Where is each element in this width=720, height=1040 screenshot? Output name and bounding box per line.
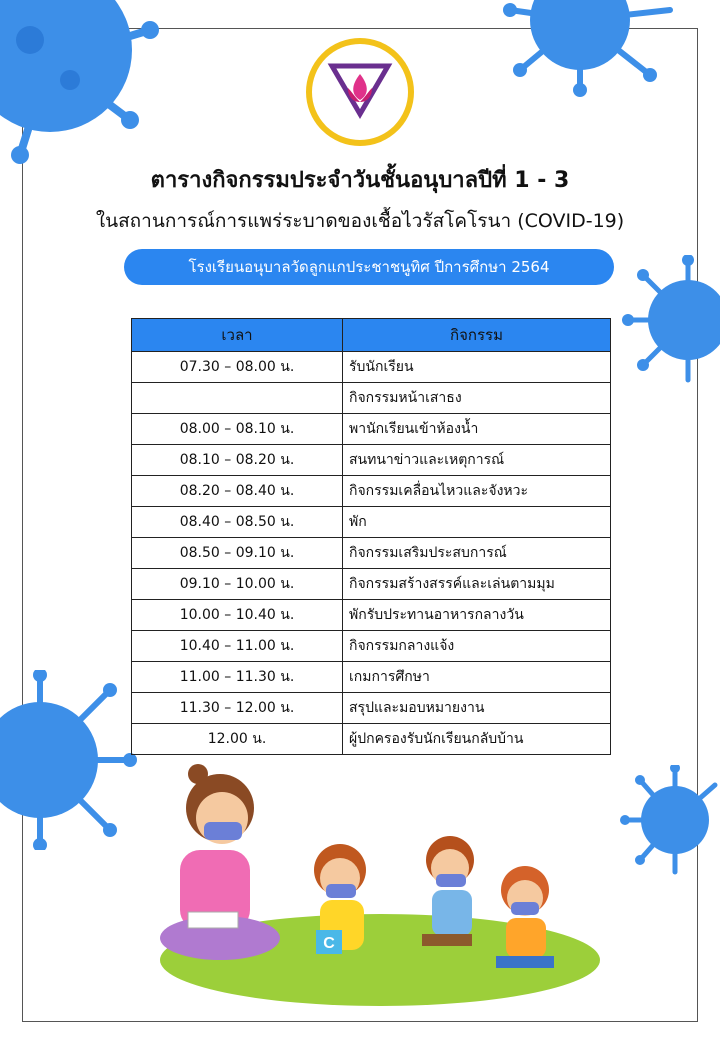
activity-cell: เกมการศึกษา <box>343 662 611 693</box>
block-letter: C <box>323 935 335 952</box>
time-cell <box>132 383 343 414</box>
activity-cell: สรุปและมอบหมายงาน <box>343 693 611 724</box>
time-column-header: เวลา <box>132 319 343 352</box>
virus-icon <box>620 765 720 875</box>
time-cell: 09.10 – 10.00 น. <box>132 569 343 600</box>
time-cell: 08.40 – 08.50 น. <box>132 507 343 538</box>
school-logo-icon <box>312 44 408 140</box>
table-row <box>132 476 611 507</box>
school-logo <box>306 38 414 146</box>
table-row <box>132 445 611 476</box>
page-title: ตารางกิจกรรมประจำวันชั้นอนุบาลปีที่ 1 - 3 <box>150 168 570 193</box>
activity-cell: พัก <box>343 507 611 538</box>
activity-cell: กิจกรรมหน้าเสาธง <box>343 383 611 414</box>
table-row <box>132 662 611 693</box>
activity-cell: กิจกรรมเสริมประสบการณ์ <box>343 538 611 569</box>
school-banner: โรงเรียนอนุบาลวัดลูกแกประชาชนูทิศ ปีการศึกษา 2564 <box>124 249 614 285</box>
time-cell: 10.40 – 11.00 น. <box>132 631 343 662</box>
table-row <box>132 414 611 445</box>
time-cell: 08.00 – 08.10 น. <box>132 414 343 445</box>
virus-icon <box>618 255 720 385</box>
activity-cell: พักรับประทานอาหารกลางวัน <box>343 600 611 631</box>
page-subtitle: ในสถานการณ์การแพร่ระบาดของเชื้อไวรัสโคโรนา (COVID-19) <box>95 210 625 232</box>
virus-icon <box>500 0 680 100</box>
time-cell: 11.30 – 12.00 น. <box>132 693 343 724</box>
time-cell: 11.00 – 11.30 น. <box>132 662 343 693</box>
virus-icon <box>0 670 140 850</box>
activity-cell: พานักเรียนเข้าห้องน้ำ <box>343 414 611 445</box>
time-cell: 08.20 – 08.40 น. <box>132 476 343 507</box>
activity-cell: กิจกรรมกลางแจ้ง <box>343 631 611 662</box>
table-row <box>132 538 611 569</box>
activity-cell: กิจกรรมเคลื่อนไหวและจังหวะ <box>343 476 611 507</box>
table-header-row <box>132 319 611 352</box>
activity-cell: กิจกรรมสร้างสรรค์และเล่นตามมุม <box>343 569 611 600</box>
time-cell: 07.30 – 08.00 น. <box>132 352 343 383</box>
table-row <box>132 600 611 631</box>
activity-cell: ผู้ปกครองรับนักเรียนกลับบ้าน <box>343 724 611 755</box>
time-cell: 10.00 – 10.40 น. <box>132 600 343 631</box>
virus-icon <box>0 0 180 170</box>
activity-column-header: กิจกรรม <box>343 319 611 352</box>
table-row <box>132 352 611 383</box>
table-row <box>132 724 611 755</box>
table-row <box>132 507 611 538</box>
activity-cell: รับนักเรียน <box>343 352 611 383</box>
teacher-and-children-illustration <box>140 760 600 1010</box>
table-row <box>132 693 611 724</box>
time-cell: 08.50 – 09.10 น. <box>132 538 343 569</box>
table-row <box>132 383 611 414</box>
time-cell: 08.10 – 08.20 น. <box>132 445 343 476</box>
activity-cell: สนทนาข่าวและเหตุการณ์ <box>343 445 611 476</box>
time-cell: 12.00 น. <box>132 724 343 755</box>
schedule-table <box>131 318 611 755</box>
table-row <box>132 569 611 600</box>
table-row <box>132 631 611 662</box>
